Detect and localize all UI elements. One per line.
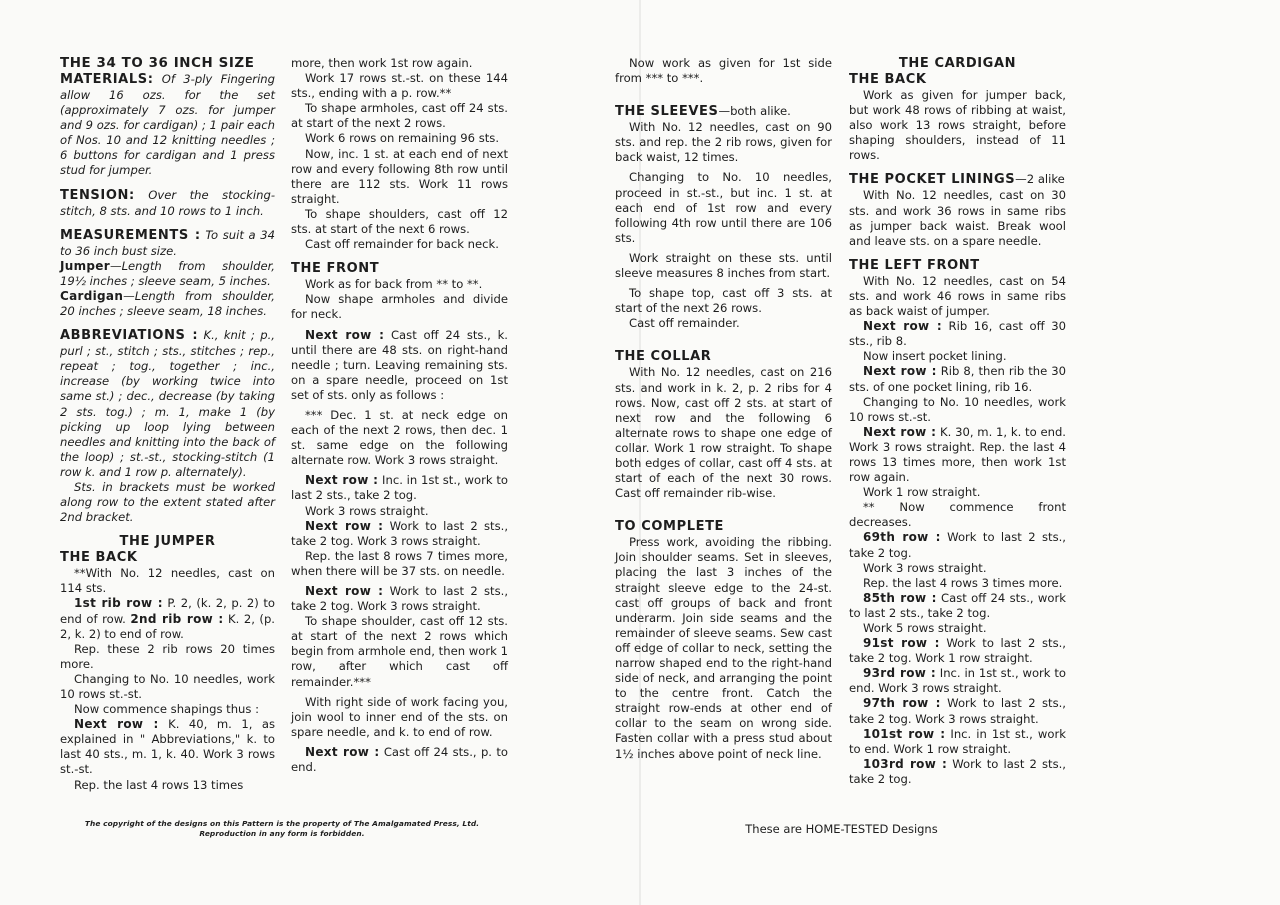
measurements-label: MEASUREMENTS :	[60, 227, 201, 243]
row-label: 103rd row :	[863, 756, 948, 771]
tension-label: TENSION:	[60, 187, 135, 203]
jumper-label: Jumper	[60, 258, 110, 273]
rib-row-2-label: 2nd rib row :	[130, 611, 224, 626]
column-3	[615, 56, 832, 762]
row-text: Work to last 2 sts., take 2 tog.	[849, 530, 1066, 560]
c2-next-row-4	[291, 584, 508, 614]
rib-row-1-text: P. 2, (k. 2, p. 2) to end of row.	[60, 596, 275, 626]
back-para-5: Now commence shapings thus :	[74, 702, 260, 717]
pocket-heading-sub: —2 alike	[1015, 172, 1065, 187]
c4-para-13: Rep. the last 4 rows 3 times more.	[863, 575, 1063, 590]
front-heading: THE FRONT	[291, 261, 380, 277]
cardigan-length-para	[60, 289, 275, 319]
c3-para-1: Now work as given for 1st side from *** to ***.	[615, 56, 832, 86]
next-row-text: Rib 8, then rib the 30 sts. of one pocket lining, rib 16.	[849, 364, 1066, 394]
c2-next-row-5	[291, 745, 508, 775]
complete-heading: TO COMPLETE	[615, 519, 725, 535]
row-label: 97th row :	[863, 696, 941, 711]
row-text: Inc. in 1st st., work to end. Work 1 row straight.	[849, 726, 1066, 756]
copyright-line-1: The copyright of the designs on this Pattern is the property of The Amalgamated Press, Ltd.	[84, 819, 480, 828]
sleeves-heading-sub: —both alike.	[718, 104, 791, 119]
c2-para-3: To shape armholes, cast off 24 sts. at start of the next 2 rows.	[291, 101, 508, 131]
c2-para-7: Cast off remainder for back neck.	[305, 237, 499, 252]
row-text: Cast off 24 sts., work to last 2 sts., take 2 tog.	[849, 590, 1066, 620]
c2-para-18: With right side of work facing you, join wool to inner end of the sts. on spare needle, and k. to end of row.	[291, 694, 508, 739]
column-2	[291, 56, 508, 775]
materials-text: Of 3-ply Fingering allow 16 ozs. for the set (approximately 7 ozs. for jumper and 9 ozs. for cardigan) ; 1 pair each of Nos. 10 and 12 knitting needles ; 6 buttons for cardigan and 1 press stud for jumper.	[60, 72, 275, 178]
c3-para-2: With No. 12 needles, cast on 90 sts. and rep. the 2 rib rows, given for back waist, 12 times.	[615, 120, 832, 165]
c4-next-row-1	[849, 319, 1066, 349]
c4-para-1: Work as given for jumper back, but work 48 rows of ribbing at waist, also work 13 rows straight, before shaping shoulders, instead of 11 rows.	[849, 88, 1066, 163]
next-row-label: Next row :	[305, 584, 384, 598]
abbreviations-text: K., knit ; p., purl ; st., stitch ; sts., stitches ; rep., repeat ; tog., together ; inc., increase (by working twice into same st.) ; dec., decrease (by taking 2 sts. tog.) ; m. 1, make 1 (by picking up loop lying between needles and knitting into the back of the loop) ; st.-st., stocking-stitch (1 row k. and 1 row p. alternately).	[60, 328, 275, 479]
next-row-text: K. 30, m. 1, k. to end. Work 3 rows straight. Rep. the last 4 rows 13 times more, then work 1st row again.	[849, 424, 1066, 485]
cardigan-heading: THE CARDIGAN	[898, 56, 1017, 71]
next-row-text: K. 40, m. 1, as explained in " Abbreviations," k. to last 40 sts., m. 1, k. 40. Work 3 rows st.-st.	[60, 717, 276, 777]
column-1	[60, 56, 275, 793]
rib-row-1-label: 1st rib row :	[74, 596, 163, 611]
c4-para-7: Changing to No. 10 needles, work 10 rows st.-st.	[849, 394, 1066, 424]
jumper-heading: THE JUMPER	[119, 534, 216, 550]
next-row-label: Next row :	[74, 717, 159, 732]
rib-row-2-text: K. 2, (p. 2, k. 2) to end of row.	[60, 611, 275, 641]
c4-para-2: With No. 12 needles, cast on 30 sts. and work 36 rows in same ribs as jumper back waist. Break wool and leave sts. on a spare needle.	[849, 188, 1066, 248]
c2-para-13: Work 3 rows straight.	[305, 503, 429, 518]
next-row-label: Next row :	[305, 744, 380, 759]
c3-para-8: Press work, avoiding the ribbing. Join shoulder seams. Set in sleeves, placing the last 3 inches of the straight sleeve edge to the 24-st. cast off groups of back and front underarm. Join side seams and the remainder of sleeve seams. Sew cast off edge of collar to neck, setting the narrow shaped end to the right-hand side of neck, and arranging the point to the centre front. Catch the straight row-ends at other end of collar to the seam on wrong side. Fasten collar with a press stud about 1½ inches above point of neck line.	[615, 535, 832, 761]
back-rib-rows	[60, 596, 275, 641]
next-row-text: Inc. in 1st st., work to last 2 sts., take 2 tog.	[291, 473, 508, 503]
next-row-label: Next row :	[305, 473, 379, 488]
collar-heading: THE COLLAR	[615, 349, 712, 365]
back-heading: THE BACK	[60, 550, 138, 566]
c4-row-101	[849, 727, 1066, 757]
next-row-label: Next row :	[863, 319, 942, 334]
column-4	[849, 56, 1066, 787]
brackets-note: Sts. in brackets must be worked along row to the extent stated after 2nd bracket.	[60, 479, 275, 525]
c2-para-15: Rep. the last 8 rows 7 times more, when there will be 37 sts. on needle.	[291, 548, 508, 578]
c3-para-4: Work straight on these sts. until sleeve measures 8 inches from start.	[615, 250, 832, 281]
materials-label: MATERIALS:	[60, 72, 154, 87]
tension-text: Over the stocking-stitch, 8 sts. and 10 rows to 1 inch.	[60, 187, 275, 218]
abbreviations-label: ABBREVIATIONS :	[60, 328, 199, 344]
c3-para-5: To shape top, cast off 3 sts. at start of the next 26 rows.	[615, 286, 832, 316]
c3-para-3: Changing to No. 10 needles, proceed in st.-st., but inc. 1 st. at each end of 1st row and every following 4th row until there are 106 sts.	[615, 170, 832, 245]
measurements-text: To suit a 34 to 36 inch bust size.	[60, 227, 276, 258]
row-text: Work to last 2 sts., take 2 tog. Work 1 row straight.	[849, 636, 1066, 666]
c2-para-8: Work as for back from ** to **.	[305, 277, 483, 292]
materials-para	[60, 72, 275, 179]
c4-para-5: Now insert pocket lining.	[863, 349, 1007, 364]
next-row-label: Next row :	[305, 327, 385, 342]
back-para-1: **With No. 12 needles, cast on 114 sts.	[60, 566, 275, 596]
c2-para-6: To shape shoulders, cast off 12 sts. at start of the next 6 rows.	[291, 206, 508, 237]
c3-para-6: Cast off remainder.	[629, 316, 740, 331]
c4-para-10: ** Now commence front decreases.	[849, 500, 1066, 530]
next-row-text: Rib 16, cast off 30 sts., rib 8.	[849, 319, 1067, 349]
next-row-label: Next row :	[863, 424, 937, 439]
row-label: 69th row :	[863, 530, 941, 545]
next-row-text: Work to last 2 sts., take 2 tog. Work 3 rows straight.	[291, 584, 509, 614]
row-label: 101st row :	[863, 726, 946, 741]
jumper-length-para	[60, 259, 275, 289]
next-row-text: Cast off 24 sts., k. until there are 48 sts. on right-hand needle ; turn. Leaving remaining sts. on a spare needle, proceed on 1st set of sts. only as follows :	[291, 327, 508, 402]
c4-row-69	[849, 530, 1066, 560]
tension-para	[60, 188, 275, 219]
cardigan-label: Cardigan	[60, 288, 124, 303]
cardigan-back-heading: THE BACK	[849, 72, 927, 87]
home-tested-note: These are HOME-TESTED Designs	[745, 822, 938, 836]
row-text: Inc. in 1st st., work to end. Work 3 rows straight.	[849, 666, 1067, 696]
pocket-heading-label: THE POCKET LININGS	[849, 172, 1016, 188]
c2-next-row-3	[291, 519, 508, 549]
c2-para-4: Work 6 rows on remaining 96 sts.	[305, 131, 500, 146]
back-para-4: Changing to No. 10 needles, work 10 rows st.-st.	[60, 671, 275, 701]
c4-next-row-3	[849, 425, 1066, 485]
c2-para-2: Work 17 rows st.-st. on these 144 sts., ending with a p. row.**	[291, 71, 508, 101]
jumper-text: —Length from shoulder, 19½ inches ; sleeve seam, 5 inches.	[60, 258, 275, 288]
next-row-text: Cast off 24 sts., p. to end.	[291, 744, 509, 775]
c2-next-row-2	[291, 473, 508, 503]
c2-para-1: more, then work 1st row again.	[291, 56, 473, 70]
abbreviations-para	[60, 328, 275, 480]
cardigan-text: —Length from shoulder, 20 inches ; sleeve seam, 18 inches.	[60, 288, 275, 319]
size-heading: THE 34 TO 36 INCH SIZE	[60, 56, 255, 71]
back-next-row	[60, 717, 275, 777]
c4-para-3: With No. 12 needles, cast on 54 sts. and work 46 rows in same ribs as back waist of jumper.	[849, 273, 1066, 319]
back-para-3: Rep. these 2 rib rows 20 times more.	[60, 641, 275, 671]
next-row-text: Work to last 2 sts., take 2 tog. Work 3 rows straight.	[291, 518, 509, 548]
copyright-notice	[62, 819, 502, 838]
sleeves-heading-label: THE SLEEVES	[615, 104, 719, 120]
c4-para-9: Work 1 row straight.	[863, 485, 981, 500]
back-para-7: Rep. the last 4 rows 13 times	[74, 777, 244, 792]
c4-row-91	[849, 636, 1066, 666]
next-row-label: Next row :	[863, 364, 937, 379]
c4-row-93	[849, 666, 1066, 696]
c2-para-11: *** Dec. 1 st. at neck edge on each of the next 2 rows, then dec. 1 st. same edge on the following alternate row. Work 3 rows straight.	[291, 407, 508, 468]
pocket-heading	[849, 172, 1066, 188]
c4-para-15: Work 5 rows straight.	[863, 621, 987, 635]
row-text: Work to last 2 sts., take 2 tog. Work 3 rows straight.	[849, 696, 1066, 726]
c4-row-85	[849, 591, 1066, 621]
c2-next-row-1	[291, 328, 508, 403]
c2-para-5: Now, inc. 1 st. at each end of next row and every following 8th row until there are 112 sts. Work 11 rows straight.	[291, 146, 508, 206]
c4-para-12: Work 3 rows straight.	[863, 560, 987, 575]
copyright-line-2: Reproduction in any form is forbidden.	[199, 828, 365, 838]
row-label: 91st row :	[863, 636, 940, 651]
c3-para-7: With No. 12 needles, cast on 216 sts. and work in k. 2, p. 2 ribs for 4 rows. Now, cast off 2 sts. at start of next row and the following 6 alternate rows to shape one edge of collar. Work 1 row straight. To shape both edges of collar, cast off 4 sts. at start of each of the next 30 rows. Cast off remainder rib-wise.	[615, 365, 832, 501]
measurements-para	[60, 228, 275, 259]
row-label: 85th row :	[863, 590, 937, 605]
sleeves-heading	[615, 104, 832, 120]
c4-next-row-2	[849, 364, 1066, 394]
row-label: 93rd row :	[863, 666, 936, 681]
next-row-label: Next row :	[305, 518, 384, 533]
c4-row-97	[849, 696, 1066, 726]
c4-row-103	[849, 757, 1066, 787]
c2-para-17: To shape shoulder, cast off 12 sts. at start of the next 2 rows which begin from armhole end, then work 1 row, after which cast off remainder.***	[291, 614, 508, 689]
row-text: Work to last 2 sts., take 2 tog.	[849, 756, 1066, 786]
left-front-heading: THE LEFT FRONT	[849, 257, 980, 273]
c2-para-9: Now shape armholes and divide for neck.	[291, 292, 508, 322]
